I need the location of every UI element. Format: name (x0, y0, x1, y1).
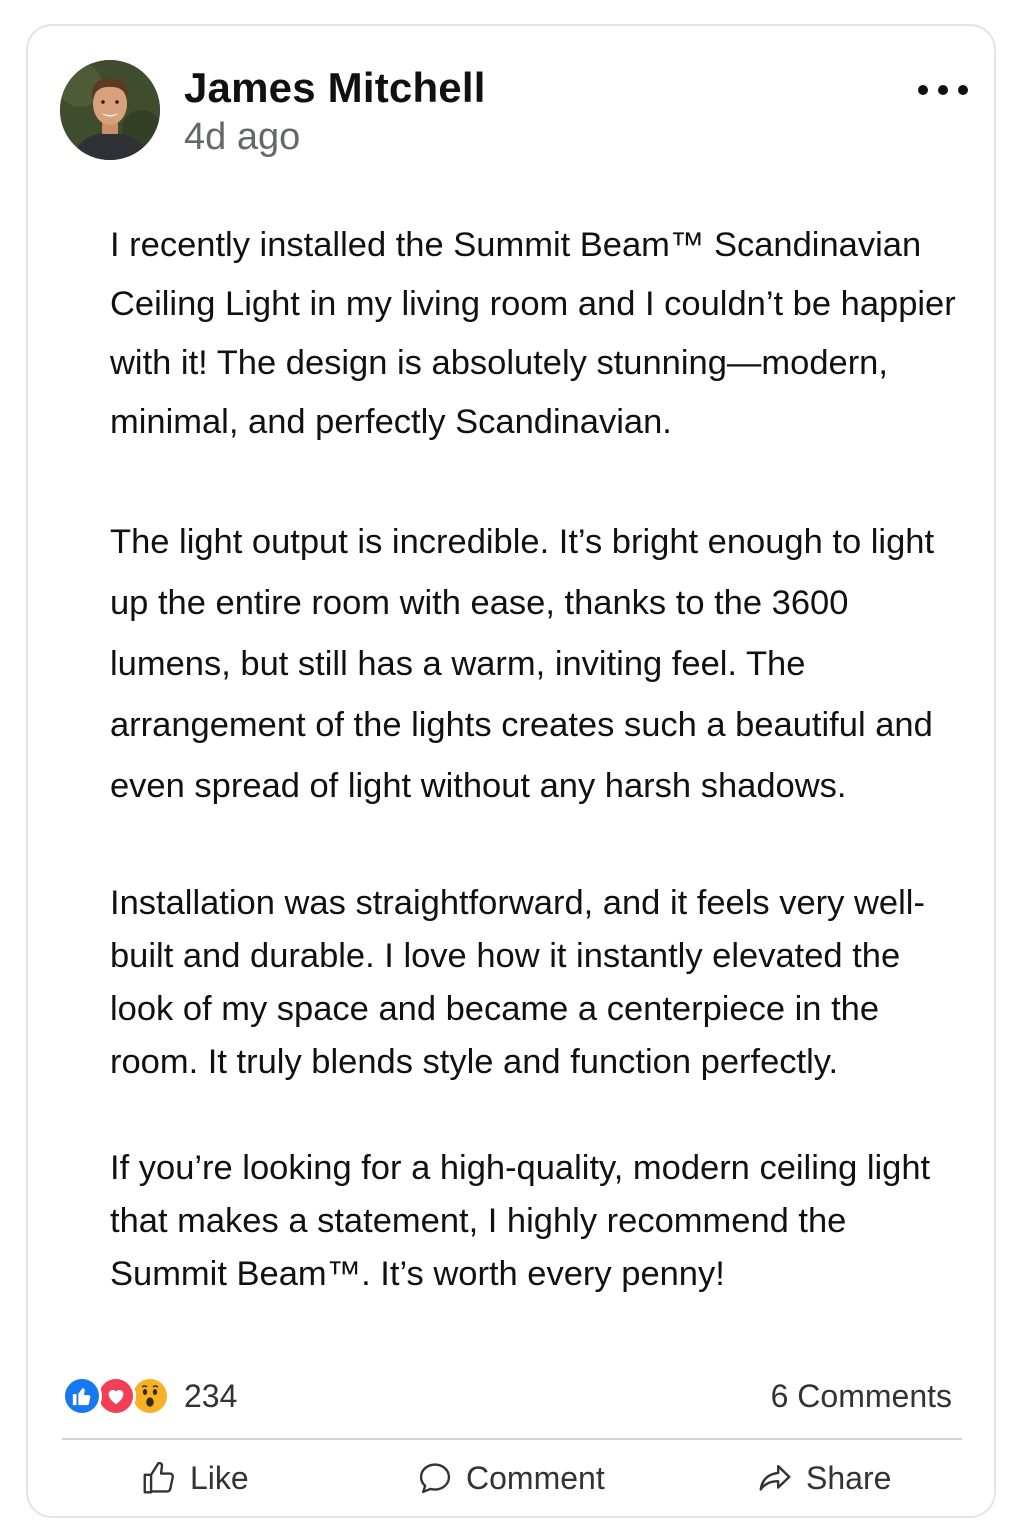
reaction-count: 234 (184, 1377, 238, 1414)
avatar-photo-icon (60, 60, 160, 160)
love-reaction-icon (96, 1376, 136, 1416)
like-button[interactable] (140, 1454, 249, 1502)
post-body (110, 216, 970, 1301)
post-paragraph: If you’re looking for a high-quality, modern ceiling light that makes a statement, I highly recommend the Summit Beam™. It’s worth every penny! (110, 1149, 931, 1293)
more-dot-icon (958, 85, 968, 95)
comments-count-link[interactable]: 6 Comments (770, 1378, 952, 1414)
post-timestamp[interactable]: 4d ago (184, 116, 301, 158)
like-label: Like (190, 1459, 249, 1496)
speech-bubble-icon (416, 1459, 454, 1497)
comment-label: Comment (466, 1459, 605, 1496)
more-dot-icon (938, 85, 948, 95)
more-dot-icon (918, 85, 928, 95)
share-arrow-icon (756, 1459, 794, 1497)
author-name[interactable]: James Mitchell (184, 64, 486, 111)
more-options-button[interactable] (918, 78, 968, 102)
reaction-summary[interactable] (62, 1376, 237, 1416)
avatar[interactable] (60, 60, 160, 160)
wow-reaction-icon (130, 1376, 170, 1416)
post-paragraph: Installation was straightforward, and it feels very well-built and durable. I love how it instantly elevated the look of my space and became a centerpiece in the room. It truly blends style and function perfectly. (110, 884, 925, 1081)
share-label: Share (806, 1459, 892, 1496)
like-reaction-icon (62, 1376, 102, 1416)
thumbs-up-icon (140, 1459, 178, 1497)
divider (62, 1438, 962, 1440)
comment-button[interactable] (416, 1454, 605, 1502)
post-paragraph: The light output is incredible. It’s bright enough to light up the entire room with ease, thanks to the 3600 lumens, but still has a warm, inviting feel. The arrangement of the lights creates such a beautiful and even spread of light without any harsh shadows. (110, 523, 935, 805)
post-card (26, 24, 996, 1518)
share-button[interactable] (756, 1454, 891, 1502)
post-paragraph: I recently installed the Summit Beam™ Scandinavian Ceiling Light in my living room and I couldn’t be happier with it! The design is absolutely stunning—modern, minimal, and perfectly Scandinavian. (110, 226, 956, 441)
